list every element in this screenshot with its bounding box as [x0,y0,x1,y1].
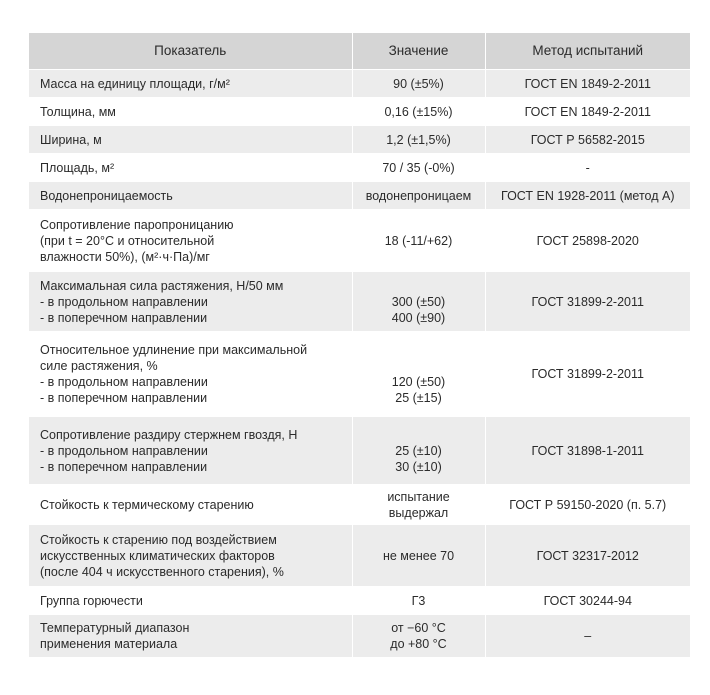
cell-indicator-line: силе растяжения, % [40,359,158,373]
cell-indicator-line: Водонепроницаемость [40,188,173,203]
cell-indicator [29,210,352,272]
cell-value-line: Г3 [411,593,426,608]
cell-value [352,417,485,485]
cell-indicator [29,70,352,98]
table-row [29,210,690,272]
cell-value [352,98,485,126]
cell-value [352,272,485,332]
cell-method [485,98,690,126]
cell-value-line [355,278,483,294]
cell-indicator-line: - в поперечном направлении [40,391,208,405]
cell-value [352,587,485,615]
cell-method [485,126,690,154]
cell-value-line: 300 (±50) [391,294,446,309]
cell-indicator [29,182,352,210]
cell-indicator-line: Сопротивление раздиру стержнем гвоздя, Н [40,427,298,442]
cell-method [485,210,690,272]
cell-method [485,154,690,182]
cell-value-line [355,358,483,374]
cell-indicator [29,332,352,417]
cell-indicator-line: (при t = 20°C и относительной [40,233,215,248]
cell-method-line: ГОСТ 25898-2020 [536,233,639,248]
cell-value [352,615,485,657]
cell-indicator-line: - в продольном направлении [40,375,208,389]
cell-method [485,615,690,657]
cell-indicator [29,154,352,182]
specs-table [29,33,690,657]
cell-value-line [355,427,483,443]
cell-value-line: выдержал [388,505,449,520]
cell-indicator [29,615,352,657]
cell-indicator [29,587,352,615]
cell-method [485,587,690,615]
cell-indicator [29,98,352,126]
table-row [29,154,690,182]
cell-indicator-line: Группа горючести [40,593,143,608]
cell-indicator [29,525,352,587]
cell-indicator-line: - в поперечном направлении [40,310,208,325]
cell-value-line: не менее 70 [382,548,455,563]
cell-method-line: ГОСТ 31898-1-2011 [531,443,644,458]
cell-indicator-line: Ширина, м [40,132,102,147]
cell-indicator-line: влажности 50%), (м²·ч·Па)/мг [40,249,210,264]
table-body [29,70,690,657]
cell-value-line: от −60 °C [391,620,446,635]
specs-table-container [29,33,690,657]
cell-value-line: 1,2 (±1,5%) [386,132,451,147]
cell-value [352,70,485,98]
table-row [29,70,690,98]
cell-value-line: 70 / 35 (-0%) [382,160,455,175]
cell-method-line: ГОСТ Р 59150-2020 (п. 5.7) [509,497,667,512]
cell-value [352,485,485,525]
cell-value-line: 400 (±90) [391,310,446,325]
table-row [29,126,690,154]
cell-indicator [29,272,352,332]
cell-method [485,525,690,587]
table-row [29,332,690,417]
cell-value-line: водонепроницаем [365,188,472,203]
cell-indicator-line: Стойкость к старению под воздействием [40,532,277,547]
table-row [29,272,690,332]
cell-indicator-line: искусственных климатических факторов [40,548,275,563]
table-row [29,525,690,587]
table-row [29,485,690,525]
cell-value-line: 0,16 (±15%) [384,104,453,119]
cell-method-line: ГОСТ EN 1849-2-2011 [524,104,651,119]
cell-value-line [355,342,483,358]
cell-method-line: ГОСТ EN 1928-2011 (метод А) [501,188,675,203]
cell-indicator [29,417,352,485]
cell-value-line: 25 (±15) [395,391,442,405]
cell-method [485,417,690,485]
cell-value [352,525,485,587]
cell-method [485,272,690,332]
cell-indicator-line: Стойкость к термическому старению [40,497,254,512]
cell-value [352,154,485,182]
table-row [29,98,690,126]
cell-indicator-line: Максимальная сила растяжения, Н/50 мм [40,278,284,293]
cell-indicator-line: Толщина, мм [40,104,116,119]
cell-method [485,182,690,210]
cell-method-line: – [584,628,592,643]
table-row [29,417,690,485]
table-row [29,182,690,210]
table-row [29,587,690,615]
cell-indicator-line: (после 404 ч искусственного старения), % [40,564,284,579]
cell-value-line: до +80 °C [390,636,447,651]
cell-value [352,332,485,417]
cell-method [485,70,690,98]
cell-value-line: 90 (±5%) [393,76,444,91]
cell-method-line: - [585,160,590,175]
cell-method-line: ГОСТ 31899-2-2011 [531,294,644,309]
cell-value-line: испытание [387,489,450,504]
cell-indicator-line: - в продольном направлении [40,294,208,309]
cell-value-line: 25 (±10) [395,443,442,458]
column-header-indicator: Показатель [29,33,352,70]
cell-method [485,332,690,417]
cell-method-line: ГОСТ Р 56582-2015 [530,132,645,147]
cell-value-line: 18 (-11/+62) [384,233,453,248]
cell-method [485,485,690,525]
cell-method-line: ГОСТ 30244-94 [543,593,632,608]
cell-method-line: ГОСТ 32317-2012 [536,548,639,563]
cell-value-line: 30 (±10) [395,459,442,474]
cell-method-line: ГОСТ EN 1849-2-2011 [524,76,651,91]
cell-indicator-line: Относительное удлинение при максимальной [40,343,308,357]
cell-indicator-line: Площадь, м² [40,160,115,175]
column-header-method: Метод испытаний [485,33,690,70]
cell-value [352,210,485,272]
cell-value-line: 120 (±50) [391,375,446,389]
cell-indicator-line: Масса на единицу площади, г/м² [40,76,230,91]
table-header-row [29,33,690,70]
cell-method-line: ГОСТ 31899-2-2011 [531,367,644,381]
cell-indicator [29,485,352,525]
cell-value [352,182,485,210]
column-header-value: Значение [352,33,485,70]
cell-value [352,126,485,154]
cell-indicator-line: - в поперечном направлении [40,459,208,474]
table-row [29,615,690,657]
cell-indicator-line: - в продольном направлении [40,443,208,458]
cell-indicator-line: применения материала [40,636,178,651]
cell-indicator-line: Температурный диапазон [40,620,190,635]
cell-indicator [29,126,352,154]
cell-indicator-line: Сопротивление паропроницанию [40,217,234,232]
